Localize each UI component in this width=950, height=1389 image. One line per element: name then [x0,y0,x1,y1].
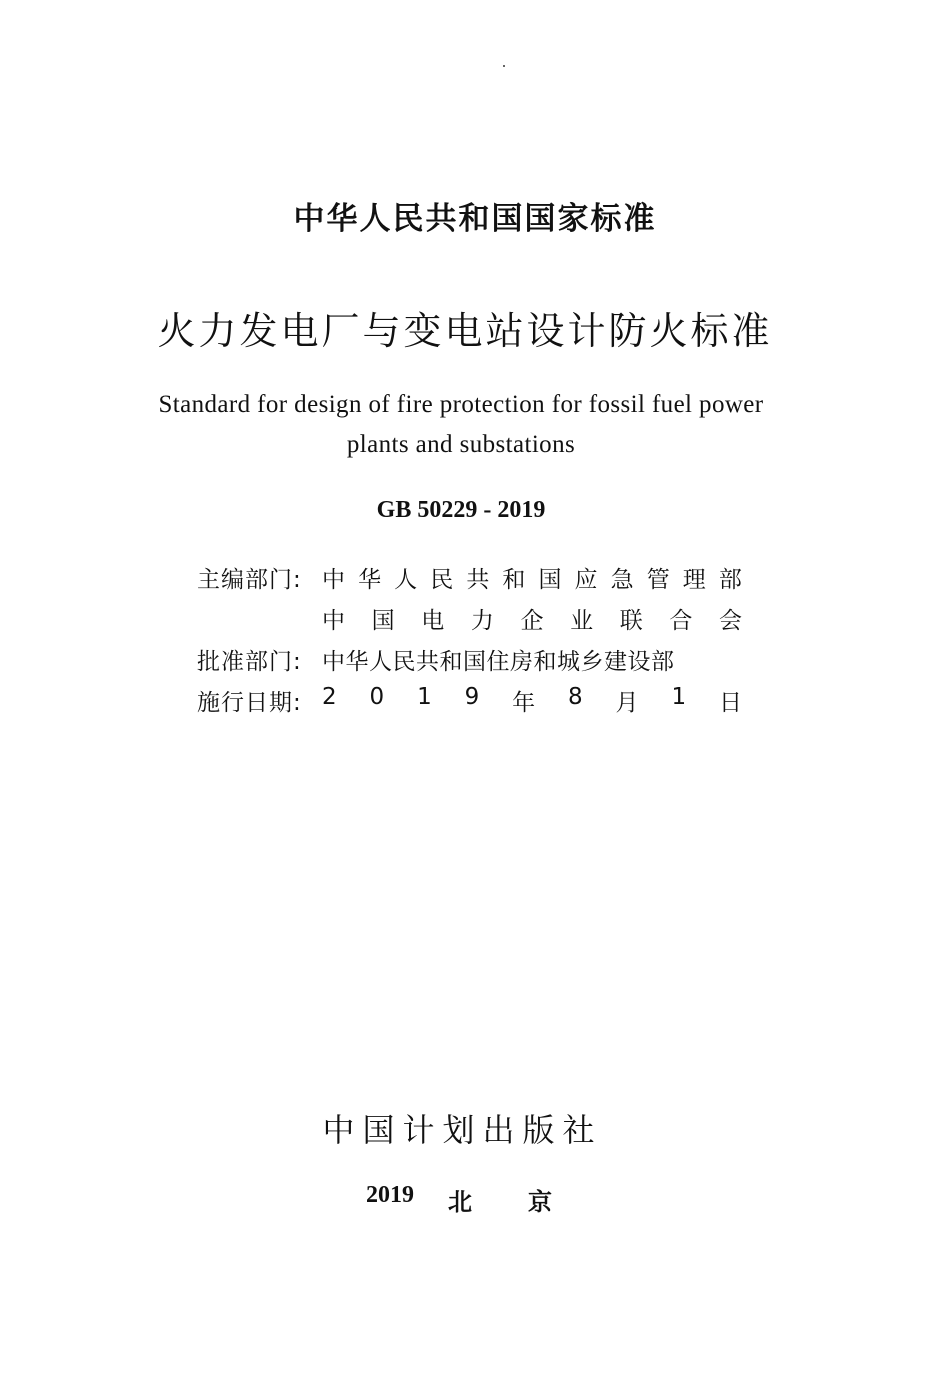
english-title-line-2: plants and substations [346,431,576,458]
char: 和 [502,567,526,593]
char: 理 [682,567,706,593]
char: 联 [619,608,643,634]
char: 业 [570,608,594,634]
char: 共 [466,567,490,593]
effective-date-value [322,684,742,717]
chief-editor-label: 主编部门: [197,567,302,593]
char: 8 [568,684,583,710]
imprint-line [366,1182,552,1217]
char: 急 [610,567,634,593]
effective-date-row [197,680,742,721]
chief-editor-row [197,557,742,598]
approval-value: 中华人民共和国住房和城乡建设部 [322,649,675,675]
imprint-city-2: 京 [528,1188,552,1216]
char: 力 [470,608,494,634]
approval-row [197,639,742,680]
char: 年 [512,690,536,716]
chief-editor-value-1 [322,561,742,594]
char: 管 [646,567,670,593]
char: 国 [538,567,562,593]
english-title [0,385,922,465]
char: 人 [394,567,418,593]
char: 合 [669,608,693,634]
publisher-name: 中国计划出版社 [322,1111,603,1149]
char: 0 [369,684,385,710]
char: 中 [322,567,345,593]
series-title: 中华人民共和国国家标准 [293,201,657,237]
chief-editor-row-2 [197,598,742,639]
char: 企 [520,608,544,634]
approval-label: 批准部门: [197,649,302,675]
char: 部 [718,567,742,593]
effective-date-label: 施行日期: [197,690,302,716]
char: 华 [358,567,382,593]
char: 民 [430,567,454,593]
char: 9 [464,684,480,710]
char: 应 [574,567,598,593]
standard-number: GB 50229 - 2019 [376,497,546,523]
char: 1 [417,684,432,710]
char: 日 [718,690,742,716]
imprint-year: 2019 [366,1182,414,1208]
char: 月 [615,690,639,716]
char: 2 [322,684,337,710]
char: 中 [322,608,345,634]
char: 1 [671,684,687,710]
scan-speck [503,65,505,67]
english-title-line-1: Standard for design of fire protection for fossil fuel power [158,391,764,418]
chief-editor-value-2 [322,602,742,635]
issuing-info-block [197,557,742,721]
char: 会 [719,608,742,634]
char: 电 [421,608,445,634]
document-title: 火力发电厂与变电站设计防火标准 [157,309,773,353]
imprint-city-1: 北 [448,1188,472,1216]
char: 国 [371,608,395,634]
